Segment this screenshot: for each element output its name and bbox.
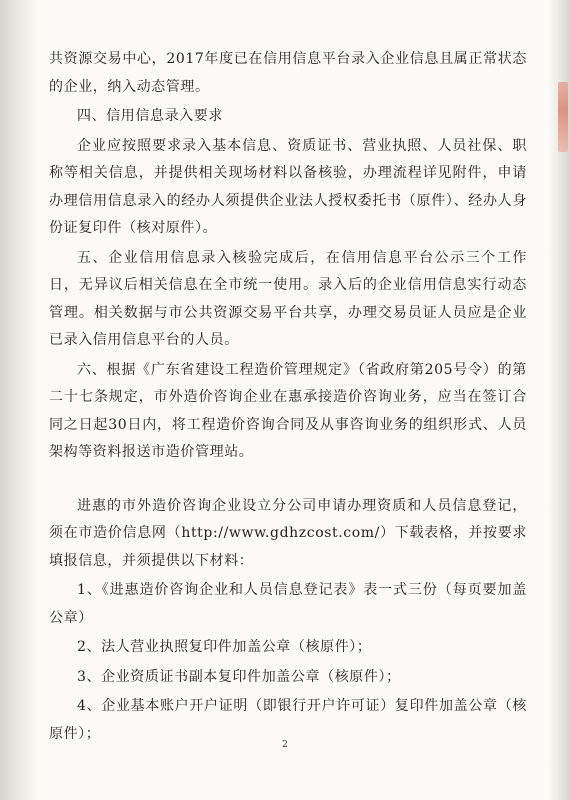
red-seal-fragment <box>558 82 568 152</box>
paragraph-branch-registration: 进惠的市外造价咨询企业设立分公司申请办理资质和人员信息登记，须在市造价信息网（http://www.gdhzcost.com/）下载表格，并按要求填报信息，并须提供以下材料： <box>49 497 527 569</box>
paragraph-section-6: 六、根据《广东省建设工程造价管理规定》（省政府第205号令）的第二十七条规定，市外造价咨询企业在惠承接造价咨询业务，应当在签订合同之日起30日内，将工程造价咨询合同及从事咨询业务的组织形式、人员架构等资料报送市造价管理站。 <box>49 361 527 460</box>
list-item-2: 2、法人营业执照复印件加盖公章（核原件）； <box>77 639 372 655</box>
paragraph-gap <box>49 469 527 493</box>
paragraph-entry-requirements: 企业应按照要求录入基本信息、资质证书、营业执照、人员社保、职称等相关信息，并提供相关现场材料以备核验，办理流程详见附件，申请办理信用信息录入的经办人须提供企业法人授权委托书（原件）、经办人身份证复印件（核对原件）。 <box>49 137 527 236</box>
list-item-3: 3、企业资质证书副本复印件加盖公章（核原件）； <box>77 668 401 685</box>
document-body <box>49 46 527 750</box>
paragraph-section-5: 五、企业信用信息录入核验完成后，在信用信息平台公示三个工作日，无异议后相关信息在全市统一使用。录入后的企业信用信息实行动态管理。相关数据与市公共资源交易平台共享，办理交易员证人员应是企业已录入信用信息平台的人员。 <box>49 249 527 348</box>
page-number: 2 <box>282 740 288 750</box>
section-heading-4: 四、信用信息录入要求 <box>77 108 223 124</box>
scan-edge-shadow-left <box>0 0 38 800</box>
paragraph-continuation: 共资源交易中心，2017年度已在信用信息平台录入企业信息且属正常状态的企业，纳入动态管理。 <box>49 51 527 95</box>
list-item-1: 1、《进惠造价咨询企业和人员信息登记表》表一式三份（每页要加盖公章） <box>49 582 527 626</box>
list-item-4: 4、企业基本账户开户证明（即银行开户许可证）复印件加盖公章（核原件）； <box>49 698 527 742</box>
